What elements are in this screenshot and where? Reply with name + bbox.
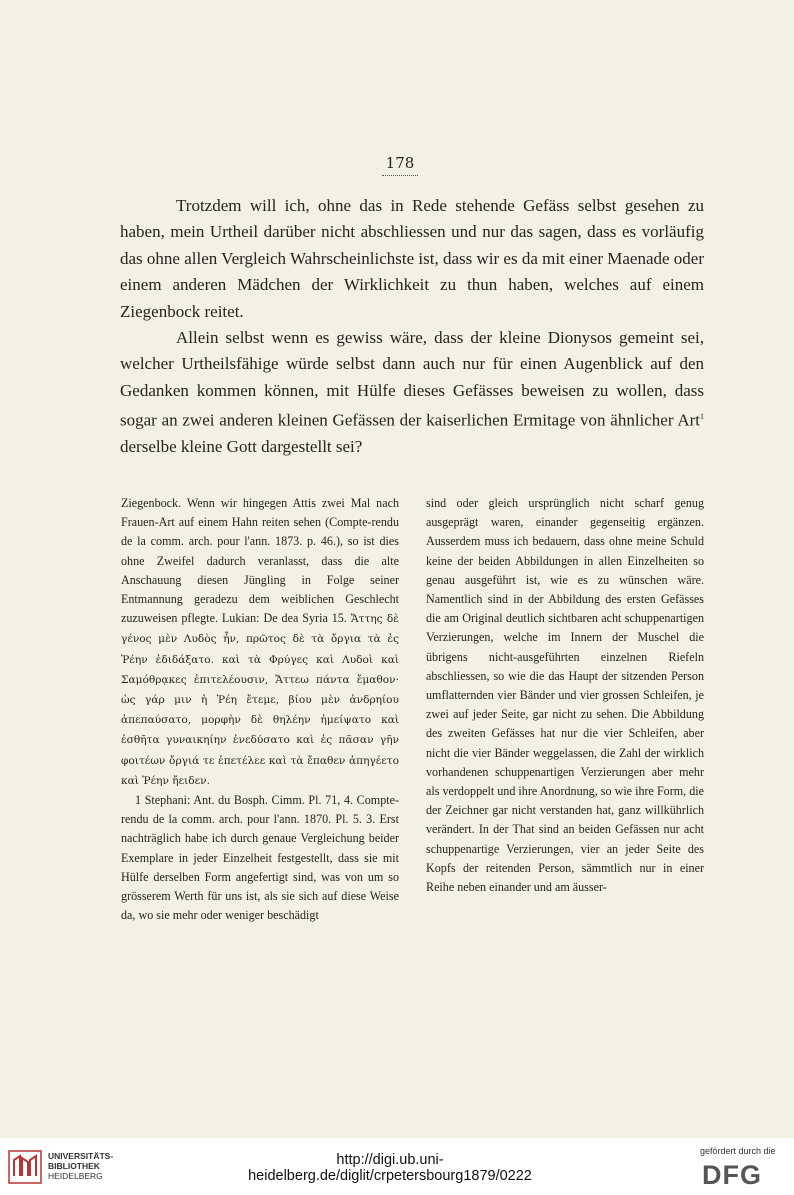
right-column-text: sind oder gleich ursprünglich nicht scharf genug ausgeprägt waren, einander gegenseitig ergänzen. Ausserdem muss ich bedauern, dass ohne meine Schuld keine der beiden Abbildungen in allen Einzelheiten so genau ausgeführt ist, wie es zu wünschen wäre. Namentlich sind in der Abbildung des ersten Gefässes die am Original deutlich sichtbaren acht schuppenartigen Verzierungen, welche im Innern der Muschel die übrigens nicht-ausgeführten einzelnen Riefeln abschliessen, so wie die das Haupt der sitzenden Person umflatternden vier Bänder und vier grossen Schleifen, je zwei auf jeder Seite, gar nicht zu sehen. Die Abbildung des zweiten Gefässes hat nur die vier Schleifen, aber nicht die vier Bänder weggelassen, die Zahl der wirklich vorhandenen schuppenartigen Verzierungen aber mehr als verdoppelt und ihre Anordnung, so wie ihre Form, die der Zeichner gar nicht verstanden hat, ganz willkührlich verändert. In der That sind an beiden Gefässen nur acht schuppenartige Verzierungen, vier an jeder Seite des Kopfs der reitenden Person, sämmtlich nur in einer Reihe neben einander und am äusser-	[426, 496, 704, 895]
viewer-footer	[0, 1138, 794, 1195]
greek-quote: Ἄττης δὲ γένος μὲν Λυδὸς ἦν, πρῶτος δὲ τὰ ὄργια τὰ ἐς Ῥέην ἐδιδάξατο. καὶ τὰ Φρύγες καὶ Λυδοὶ καὶ Σαμόθρᾳκες ἐπιτελέουσιν, Ἄττεω πάντα ἔμαθον· ὡς γάρ μιν ἡ Ῥέη ἔτεμε, βίου μὲν ἀνδρηίου ἀπεπαύσατο, μορφὴν δὲ θηλέην ἠμείψατο καὶ ἐσθῆτα γυναικηίην ἐνεδύσατο καὶ ἐς πᾶσαν γῆν φοιτέων ὄργιά τε ἐπετέλεε καὶ τὰ ἔπαθεν ἀπηγέετο καὶ Ῥέην ἤειδεν.	[121, 613, 399, 787]
university-library-name	[48, 1151, 113, 1181]
main-paragraph-2	[120, 325, 704, 461]
dfg-logo: DFG	[702, 1160, 762, 1190]
main-paragraph-1: Trotzdem will ich, ohne das in Rede stehende Gefäss selbst gesehen zu haben, mein Urtheil darüber nicht abschliessen und nur das sagen, dass es vorläufig das ohne allen Vergleich Wahrscheinlichste ist, dass wir es da mit einer Maenade oder einem anderen Mädchen der Wirklichkeit zu thun haben, welches auf einem Ziegenbock reitet.	[120, 196, 705, 321]
main-paragraph-2-text: Allein selbst wenn es gewiss wäre, dass der kleine Dionysos gemeint sei, welcher Urtheilsfähige würde selbst dann auch nur für einen Augenblick auf den Gedanken kommen können, mit Hülfe dieses Gefässes beweisen zu wollen, dass sogar an zwei anderen kleinen Gefässen der kaiserlichen Ermitage von ähnlicher Art	[120, 328, 704, 430]
left-column-latin: Ziegenbock. Wenn wir hingegen Attis zwei Mal nach Frauen-Art auf einem Hahn reiten sehen (Compte-rendu de la comm. arch. pour l'ann. 1873. p. 46.), so ist dies ohne Zweifel dadurch veranlasst, dass die alte Anschauung diesen Jüngling in Folge seiner Entmannung geradezu dem weiblichen Geschlecht zuzuweisen pflegte. Lukian: De dea Syria 15.	[121, 496, 399, 626]
right-column	[426, 494, 704, 897]
library-name-line-1: UNIVERSITÄTS-	[48, 1151, 114, 1161]
main-text	[120, 193, 704, 461]
funded-by-label: gefördert durch die	[700, 1146, 776, 1156]
permalink-url[interactable]: http://digi.ub.uni-heidelberg.de/diglit/crpetersbourg1879/0222	[248, 1152, 532, 1184]
library-name-line-2: BIBLIOTHEK	[48, 1161, 100, 1171]
page-number: 178	[385, 154, 415, 172]
footnote-1: 1 Stephani: Ant. du Bosph. Cimm. Pl. 71, 4. Compte-rendu de la comm. arch. pour l'ann. 1870. Pl. 5. 3. Erst nachträglich habe ich durch genaue Vergleichung beider Exemplare in jeder Einzelheit festgestellt, dass sie mit Hülfe derselben Form angefertigt sind, was von um so grösserem Werth für uns ist, als sie sich auf diese Weise da, wo sie mehr oder weniger beschädigt	[121, 793, 399, 923]
library-name-line-3: HEIDELBERG	[48, 1171, 103, 1181]
university-library-logo	[8, 1150, 42, 1184]
footnote-marker: 1	[700, 412, 704, 422]
left-column	[121, 494, 399, 925]
left-column-text	[121, 494, 399, 791]
main-paragraph-2-end: derselbe kleine Gott dargestellt sei?	[120, 437, 363, 457]
page-number-ornament	[382, 171, 418, 176]
